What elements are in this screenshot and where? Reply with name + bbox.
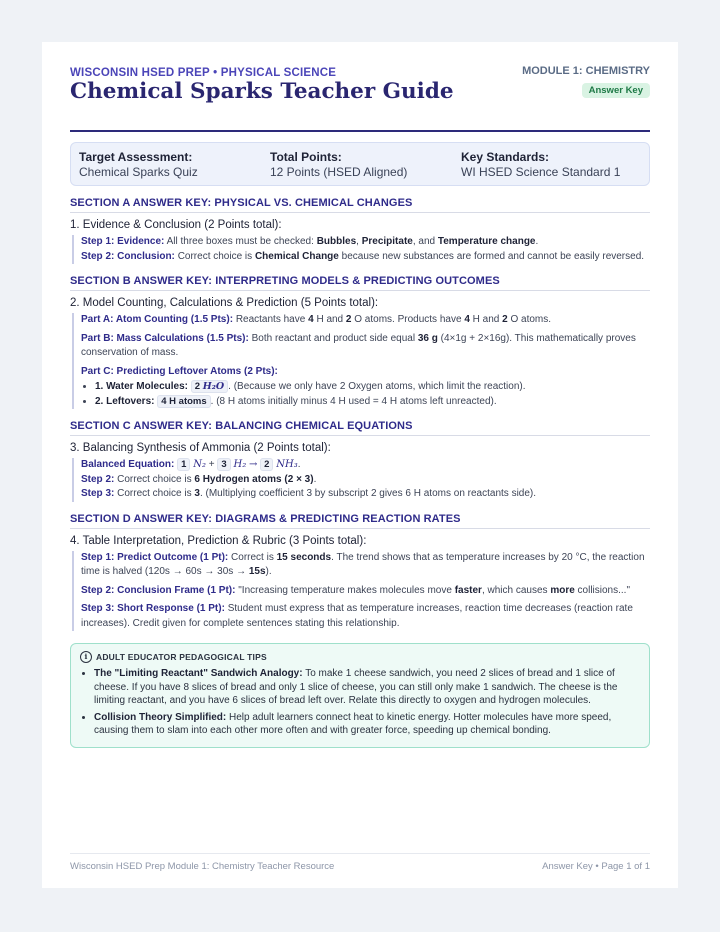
step-text: , which causes (481, 584, 548, 596)
question-1-answer (72, 235, 650, 264)
page-content (70, 64, 650, 748)
page-header (70, 64, 650, 132)
part-c (81, 365, 650, 410)
question-1: 1. Evidence & Conclusion (2 Points total): (70, 219, 282, 231)
part-text: (4×1g + 2×16g). This mathematically proves conservation of mass. (81, 332, 636, 358)
item-label: 2. Leftovers: (95, 395, 155, 407)
item-label: 1. Water Molecules: (95, 381, 188, 392)
part-label: Part B: Mass Calculations (1.5 Pts): (81, 332, 249, 344)
answer-bubbles: Bubbles (316, 236, 357, 247)
question-4: 4. Table Interpretation, Prediction & Rubric (3 Points total): (70, 534, 367, 547)
answer-number: 4 (308, 314, 314, 325)
answer-temperature: Temperature change (437, 236, 536, 247)
chem-formula: H₂O (202, 381, 225, 392)
step-label: Step 3: (81, 488, 115, 499)
step-text: ). (265, 566, 272, 577)
step-3 (81, 487, 650, 502)
step-text: Correct is (231, 551, 274, 563)
document-page (42, 42, 678, 888)
answer-number: 2 (345, 314, 352, 325)
step-text: collisions..." (577, 584, 631, 596)
tips-header (80, 651, 640, 663)
part-c-list (81, 380, 650, 409)
question-3: 3. Balancing Synthesis of Ammonia (2 Points total): (70, 442, 331, 454)
coefficient: 3 (217, 458, 230, 471)
list-item (94, 667, 640, 708)
part-b (81, 332, 650, 361)
step-label: Step 1: Predict Outcome (1 Pt): (81, 551, 229, 563)
item-text: . (Because we only have 2 Oxygen atoms, which limit the reaction). (228, 381, 526, 392)
list-item (94, 711, 640, 738)
step-text: Correct choice is (117, 488, 192, 499)
step-3-short-response (81, 602, 650, 631)
tip-label: Collision Theory Simplified: (94, 711, 227, 723)
answer-faster: faster (454, 584, 482, 596)
answer-mass: 36 g (417, 332, 438, 344)
standards-label: Key Standards: (461, 150, 550, 164)
coefficient: 2 (260, 458, 273, 471)
step-label: Step 1: Evidence: (81, 236, 165, 247)
step-label: Step 2: Conclusion Frame (1 Pt): (81, 584, 236, 596)
list-item (95, 395, 650, 410)
page-title: Chemical Sparks Teacher Guide (70, 79, 454, 104)
answer-hydrogen: 6 Hydrogen atoms (2 × 3) (194, 473, 314, 485)
step-1-predict (81, 551, 650, 580)
step-label: Step 2: Conclusion: (81, 250, 175, 262)
target-assessment (79, 150, 198, 179)
coef-value: 2 (194, 381, 201, 392)
answer-more: more (550, 584, 575, 596)
step-text: All three boxes must be checked: (166, 236, 314, 247)
tip-label: The "Limiting Reactant" Sandwich Analogy: (94, 668, 303, 679)
educator-tips-box (70, 643, 650, 748)
step-1-evidence: Step 1: Evidence: All three boxes must be checked: Bubbles, Precipitate, and Temperature change. (81, 236, 539, 247)
part-text: O atoms. (510, 314, 552, 325)
answer-chemical-change: Chemical Change (254, 250, 339, 262)
part-text: H and (472, 314, 500, 325)
part-text: Reactants have (235, 314, 306, 325)
answer-precipitate: Precipitate (361, 236, 413, 247)
question-2: 2. Model Counting, Calculations & Prediction (5 Points total): (70, 297, 379, 309)
equation-label: Balanced Equation: (81, 459, 175, 470)
module-label: MODULE 1: CHEMISTRY (522, 65, 650, 77)
step-2-conclusion (81, 250, 650, 265)
footer-page-number: Answer Key • Page 1 of 1 (542, 861, 650, 872)
step-text: . The trend shows that as temperature increases by 20 °C, the reaction time is halved (120s → 60s → 30s → (81, 551, 645, 577)
step-label: Step 2: (81, 473, 115, 485)
part-text: Both reactant and product side equal (251, 332, 416, 344)
part-text: H and (316, 314, 344, 325)
assessment-info-box (70, 142, 650, 186)
question-3-answer (72, 458, 650, 502)
balanced-equation (81, 458, 650, 473)
question-2-answer (72, 313, 650, 409)
answer-15s: 15s (248, 566, 266, 577)
answer-coefficient (191, 380, 228, 393)
footer-left: Wisconsin HSED Prep Module 1: Chemistry Teacher Resource (70, 861, 335, 872)
total-points (270, 150, 407, 179)
points-value: 12 Points (HSED Aligned) (270, 165, 408, 179)
coefficient: 1 (177, 458, 190, 471)
section-d-heading: SECTION D ANSWER KEY: DIAGRAMS & PREDICTING REACTION RATES (70, 513, 650, 529)
points-label: Total Points: (270, 150, 342, 164)
step-2-conclusion-frame (81, 584, 650, 599)
step-text: Student must express that as temperature increases, reaction time decreases (reaction rate increases). Credit given for complete sentences stating this relationship. (81, 603, 633, 629)
page-footer (70, 853, 650, 872)
step-text: . (Multiplying coefficient 3 by subscript 2 gives 6 H atoms on reactants side). (199, 488, 537, 499)
answer-three: 3 (194, 488, 200, 499)
part-text: O atoms. Products have (354, 314, 462, 325)
part-label: Part A: Atom Counting (1.5 Pts): (81, 314, 234, 325)
target-value: Chemical Sparks Quiz (79, 165, 198, 179)
tip-text: Help adult learners connect heat to kinetic energy. Hotter molecules have more speed, causing them to slam into each other more often and with greater force, speeding up chemical bonding. (94, 711, 612, 736)
step-text: Correct choice is (177, 250, 253, 262)
answer-number: 2 (502, 314, 508, 325)
answer-number: 4 (464, 314, 470, 325)
answer-key-badge: Answer Key (582, 83, 650, 98)
step-text: Correct choice is (117, 473, 192, 485)
step-text: because new substances are formed and cannot be easily reversed. (341, 250, 645, 262)
list-item (95, 380, 650, 395)
section-a-heading: SECTION A ANSWER KEY: PHYSICAL VS. CHEMICAL CHANGES (70, 197, 650, 213)
key-standards (461, 150, 620, 179)
item-text: . (8 H atoms initially minus 4 H used = 4 H atoms left unreacted). (210, 395, 497, 407)
chem-formula: H₂ (233, 459, 247, 470)
answer-seconds: 15 seconds (276, 551, 332, 563)
question-4-answer (72, 551, 650, 632)
header-kicker: WISCONSIN HSED PREP • PHYSICAL SCIENCE (70, 67, 337, 79)
section-c-heading: SECTION C ANSWER KEY: BALANCING CHEMICAL EQUATIONS (70, 420, 650, 436)
tip-text: To make 1 cheese sandwich, you need 2 slices of bread and 1 slice of cheese. If you have 8 slices of bread and only 1 slice of cheese, you can still only make 1 sandwich. The cheese is the limiting reactant, and you have 6 slices of bread left over. Relate this directly to oxygen and hydrogen molecules. (94, 668, 618, 706)
period: . (297, 459, 301, 470)
step-2: Step 2: Correct choice is 6 Hydrogen atoms (2 × 3). (81, 473, 317, 485)
arrow-icon: → (248, 459, 258, 470)
target-label: Target Assessment: (79, 150, 193, 164)
step-text: "Increasing temperature makes molecules move (238, 584, 452, 596)
tips-list (80, 667, 640, 738)
step-label: Step 3: Short Response (1 Pt): (81, 603, 225, 614)
answer-leftovers: 4 H atoms (157, 395, 210, 408)
info-icon: i (80, 651, 92, 663)
standards-value: WI HSED Science Standard 1 (461, 165, 621, 179)
tips-heading: ADULT EDUCATOR PEDAGOGICAL TIPS (96, 652, 267, 662)
plus-sign: + (208, 459, 215, 470)
part-a (81, 313, 650, 328)
chem-formula: NH₃ (276, 459, 298, 470)
section-b-heading: SECTION B ANSWER KEY: INTERPRETING MODELS & PREDICTING OUTCOMES (70, 275, 650, 291)
part-label: Part C: Predicting Leftover Atoms (2 Pts): (81, 365, 278, 377)
chem-formula: N₂ (193, 459, 206, 470)
